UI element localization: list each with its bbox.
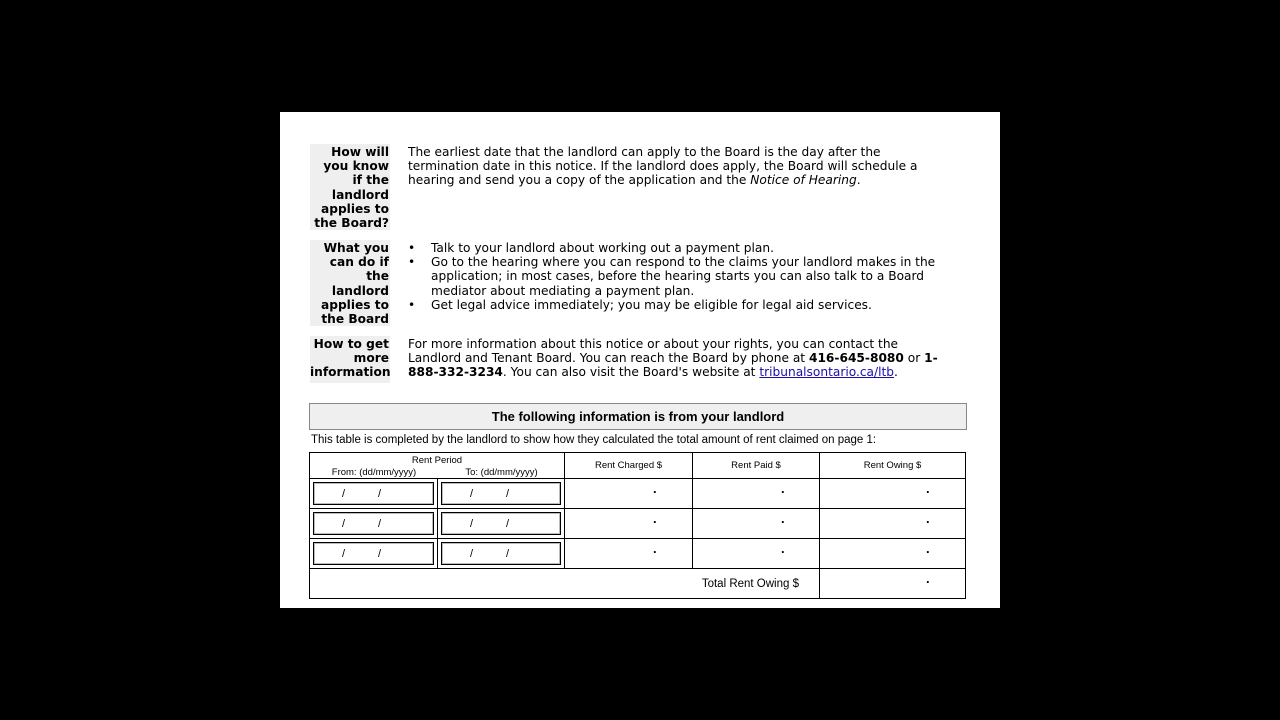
bullet-icon: • <box>408 241 416 255</box>
landlord-info-banner: The following information is from your landlord <box>309 403 967 430</box>
decimal-point: . <box>781 541 785 556</box>
rent-paid-header: Rent Paid $ <box>693 453 820 479</box>
date-separator: / <box>506 488 510 500</box>
from-date-input[interactable] <box>313 512 434 535</box>
decimal-point: . <box>653 481 657 496</box>
decimal-point: . <box>781 511 785 526</box>
section-text: For more information about this notice or about your rights, you can contact the Landlord and Tenant Board. You can reach the Board by phone at <box>408 337 899 366</box>
phone-number-local: 416-645-8080 <box>808 351 904 366</box>
table-header-row <box>310 453 966 479</box>
rent-owing-input[interactable] <box>820 539 966 569</box>
to-date-header: To: (dd/mm/yyyy) <box>465 467 538 478</box>
date-separator: / <box>470 548 474 560</box>
from-date-cell <box>310 509 438 539</box>
rent-owing-input[interactable] <box>820 509 966 539</box>
from-date-cell <box>310 479 438 509</box>
to-date-input[interactable] <box>441 542 561 565</box>
list-item <box>408 255 953 298</box>
board-website-link[interactable]: tribunalsontario.ca/ltb <box>759 365 895 380</box>
decimal-point: . <box>926 541 930 556</box>
rent-charged-input[interactable] <box>565 509 693 539</box>
rent-charged-input[interactable] <box>565 539 693 569</box>
rent-paid-input[interactable] <box>693 479 820 509</box>
date-separator: / <box>378 548 382 560</box>
date-separator: / <box>378 518 382 530</box>
table-row <box>310 479 966 509</box>
from-date-input[interactable] <box>313 542 434 565</box>
total-row <box>310 569 966 599</box>
date-separator: / <box>470 488 474 500</box>
table-row <box>310 509 966 539</box>
from-date-input[interactable] <box>313 482 434 505</box>
section-text: . You can also visit the Board's website at <box>502 365 760 380</box>
rent-owing-header: Rent Owing $ <box>820 453 966 479</box>
section-label: What you can do if the landlord applies to the Board <box>310 240 390 326</box>
date-separator: / <box>342 488 346 500</box>
list-item-text: Talk to your landlord about working out a payment plan. <box>431 241 774 255</box>
decimal-point: . <box>926 511 930 526</box>
to-date-cell <box>438 509 565 539</box>
section-content <box>408 337 953 380</box>
section-text: The earliest date that the landlord can apply to the Board is the day after the termination date in this notice. If the landlord does apply, the Board will schedule a hearing and send you a copy of the application and the <box>408 145 918 188</box>
date-separator: / <box>378 488 382 500</box>
to-date-input[interactable] <box>441 482 561 505</box>
rent-period-title: Rent Period <box>411 455 463 466</box>
decimal-point: . <box>653 541 657 556</box>
notice-page <box>280 112 1000 608</box>
list-item <box>408 241 953 255</box>
rent-period-header <box>310 453 565 479</box>
total-rent-owing-label: Total Rent Owing $ <box>310 569 820 599</box>
total-rent-owing-input[interactable] <box>820 569 966 599</box>
rent-charged-input[interactable] <box>565 479 693 509</box>
advice-list <box>408 241 953 312</box>
decimal-point: . <box>653 511 657 526</box>
list-item-text: Go to the hearing where you can respond to the claims your landlord makes in the application; in most cases, before the hearing starts you can also talk to a Board mediator about mediating a payment plan. <box>431 255 936 298</box>
decimal-point: . <box>781 481 785 496</box>
or-text: or <box>903 351 925 366</box>
date-separator: / <box>342 518 346 530</box>
notice-of-hearing-text: Notice of Hearing <box>750 173 857 188</box>
to-date-cell <box>438 539 565 569</box>
from-date-cell <box>310 539 438 569</box>
rent-charged-header: Rent Charged $ <box>565 453 693 479</box>
rent-paid-input[interactable] <box>693 539 820 569</box>
bullet-icon: • <box>408 297 416 312</box>
list-item-text: Get legal advice immediately; you may be eligible for legal aid services. <box>431 297 872 312</box>
date-separator: / <box>506 518 510 530</box>
section-content <box>408 241 953 312</box>
to-date-cell <box>438 479 565 509</box>
rent-paid-input[interactable] <box>693 509 820 539</box>
table-intro-text: This table is completed by the landlord to show how they calculated the total amount of rent claimed on page 1: <box>311 434 877 446</box>
date-separator: / <box>470 518 474 530</box>
bullet-icon: • <box>408 255 416 270</box>
rent-owing-input[interactable] <box>820 479 966 509</box>
phone-number-tollfree: 1-888-332-3234 <box>408 351 938 380</box>
rent-calculation-table <box>309 452 966 599</box>
section-text-end: . <box>856 173 861 188</box>
date-separator: / <box>342 548 346 560</box>
decimal-point: . <box>926 481 930 496</box>
to-date-input[interactable] <box>441 512 561 535</box>
section-content <box>408 145 953 188</box>
date-separator: / <box>506 548 510 560</box>
list-item <box>408 298 953 312</box>
section-label: How will you know if the landlord applies to the Board? <box>310 144 390 230</box>
section-text-end: . <box>894 365 898 380</box>
from-date-header: From: (dd/mm/yyyy) <box>331 467 417 478</box>
section-label: How to get more information <box>310 336 390 383</box>
table-row <box>310 539 966 569</box>
decimal-point: . <box>926 571 930 586</box>
